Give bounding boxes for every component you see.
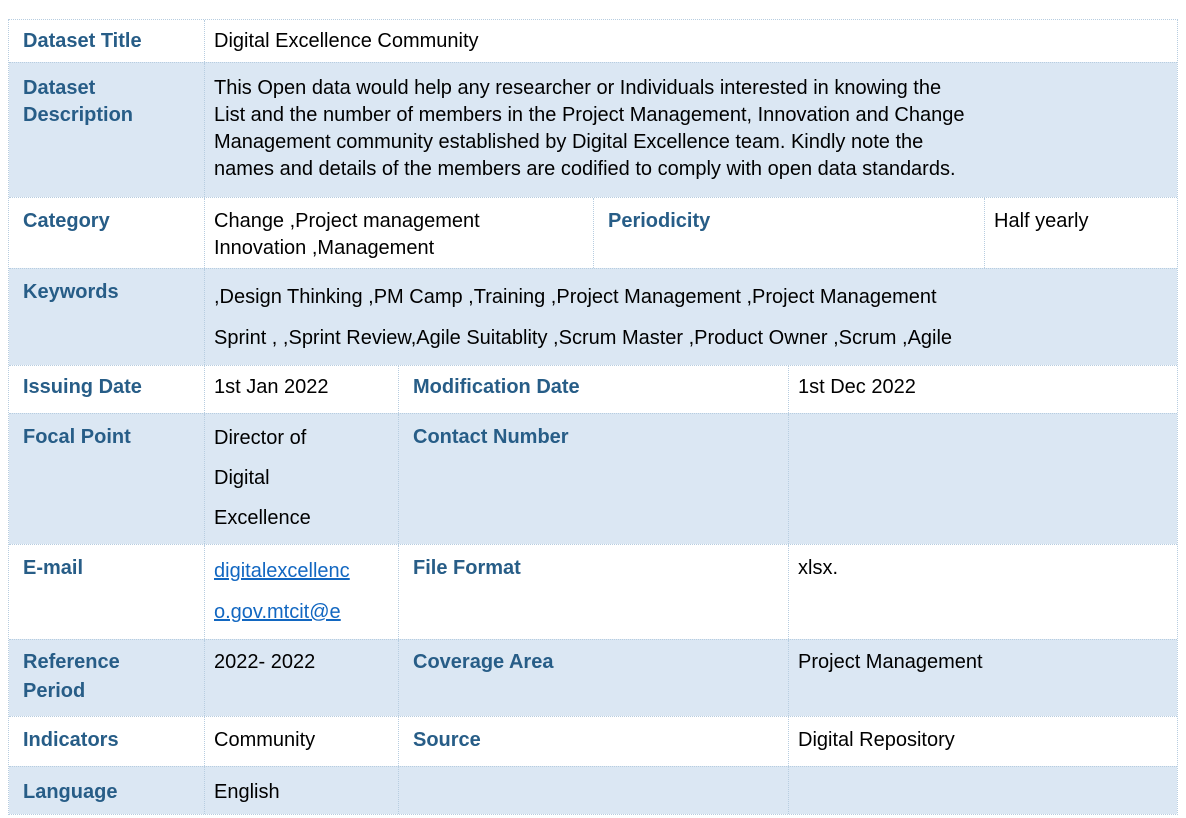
modification-date-value: 1st Dec 2022 [788, 366, 1179, 413]
email-value [204, 545, 398, 639]
issuing-date-value: 1st Jan 2022 [204, 366, 398, 413]
row-reference-coverage [9, 639, 1177, 716]
file-format-label: File Format [398, 545, 788, 639]
description-line: Management community established by Digital Excellence team. Kindly note the [214, 131, 924, 153]
category-value-line: Change ,Project management [214, 210, 480, 232]
row-category-periodicity [9, 197, 1177, 268]
category-label: Category [23, 210, 110, 232]
keywords-value [204, 269, 1177, 365]
category-value-line: Innovation ,Management [214, 237, 435, 259]
row-dates [9, 365, 1177, 413]
focal-point-line: Director of [214, 427, 307, 449]
source-value: Digital Repository [788, 717, 1179, 766]
email-link-line[interactable]: digitalexcellenc [214, 560, 350, 582]
language-label: Language [23, 781, 118, 803]
dataset-metadata-table [8, 19, 1178, 815]
keywords-line: ,Design Thinking ,PM Camp ,Training ,Project Management ,Project Management [214, 286, 937, 308]
row-dataset-title [9, 20, 1177, 62]
focal-point-value [204, 414, 398, 544]
dataset-title-value: Digital Excellence Community [204, 20, 1177, 62]
dataset-title-label: Dataset Title [23, 30, 142, 52]
keywords-line: Sprint , ,Sprint Review,Agile Suitablity ,Scrum Master ,Product Owner ,Scrum ,Agile [214, 327, 953, 349]
description-line: This Open data would help any researcher or Individuals interested in knowing the [214, 77, 942, 99]
contact-number-label: Contact Number [398, 414, 788, 544]
indicators-value: Community [204, 717, 398, 766]
focal-point-line: Digital [214, 467, 270, 489]
language-empty-cell-2 [788, 767, 1179, 814]
reference-period-value: 2022- 2022 [204, 640, 398, 716]
email-link-line[interactable]: o.gov.mtcit@e [214, 601, 341, 623]
row-email-fileformat [9, 544, 1177, 639]
modification-date-label: Modification Date [398, 366, 788, 413]
reference-period-label: Reference Period [23, 651, 120, 702]
email-link[interactable] [214, 551, 390, 633]
email-label: E-mail [23, 557, 84, 579]
row-focal-contact [9, 413, 1177, 544]
issuing-date-label: Issuing Date [23, 376, 142, 398]
row-language [9, 766, 1177, 814]
coverage-area-value: Project Management [788, 640, 1179, 716]
language-value: English [204, 767, 398, 814]
keywords-label: Keywords [23, 281, 119, 303]
periodicity-value: Half yearly [984, 198, 1179, 268]
row-keywords [9, 268, 1177, 365]
coverage-area-label: Coverage Area [398, 640, 788, 716]
file-format-value: xlsx. [788, 545, 1179, 639]
dataset-description-label: Dataset Description [23, 77, 134, 126]
category-value [204, 198, 593, 268]
focal-point-label: Focal Point [23, 426, 131, 448]
row-dataset-description [9, 62, 1177, 197]
dataset-description-value [204, 63, 1177, 197]
row-indicators-source [9, 716, 1177, 766]
contact-number-value [788, 414, 1179, 544]
indicators-label: Indicators [23, 729, 119, 751]
periodicity-label: Periodicity [593, 198, 984, 268]
language-empty-cell-1 [398, 767, 788, 814]
description-line: List and the number of members in the Project Management, Innovation and Change [214, 104, 965, 126]
source-label: Source [398, 717, 788, 766]
description-line: names and details of the members are codified to comply with open data standards. [214, 158, 956, 180]
focal-point-line: Excellence [214, 507, 311, 529]
